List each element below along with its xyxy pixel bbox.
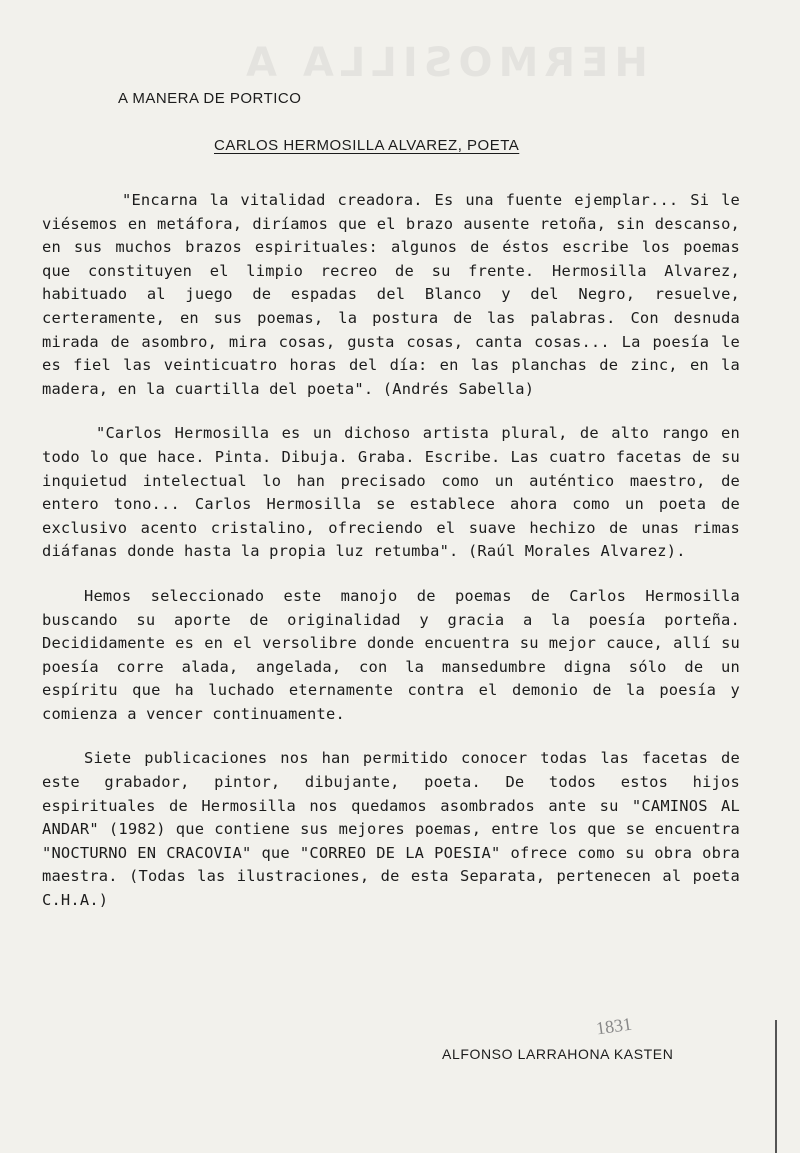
body-text — [42, 189, 740, 934]
page-edge-line — [775, 1020, 777, 1153]
paragraph-selection: Hemos seleccionado este manojo de poemas de Carlos Hermosilla buscando su aporte de originalidad y gracia a la poesía porteña. Decididamente es en el versolibre donde encuentra su mejor cauce, allí su poesía corre alada, angelada, con la mansedumbre digna sólo de un espíritu que ha luchado eternamente contra el demonio de la poesía y comienza a vencer continuamente. — [42, 586, 740, 723]
page-title: CARLOS HERMOSILLA ALVAREZ, POETA — [214, 137, 520, 154]
bleed-through-text: HERMOSILLA A — [240, 40, 648, 86]
paragraph-morales-quote: "Carlos Hermosilla es un dichoso artista plural, de alto rango en todo lo que hace. Pinta. Dibuja. Graba. Escribe. Las cuatro facetas de su inquietud intelectual lo han precisado como un auténtico maestro, de entero tono... Carlos Hermosilla se establece ahora como un poeta de exclusivo acento cristalino, ofreciendo el suave hechizo de unas rimas diáfanas donde hasta la propia luz retumba". (Raúl Morales Alvarez). — [42, 424, 740, 561]
section-header: A MANERA DE PORTICO — [118, 90, 302, 107]
handwritten-note: 1831 — [594, 1013, 634, 1039]
paragraph-sabella-quote: "Encarna la vitalidad creadora. Es una fuente ejemplar... Si le viésemos en metáfora, diríamos que el brazo ausente retoña, sin descanso, en sus muchos brazos espirituales: algunos de éstos escribe los poemas que constituyen el limpio recreo de su frente. Hermosilla Alvarez, habituado al juego de espadas del Blanco y del Negro, resuelve, certeramente, en sus poemas, la postura de las palabras. Con desnuda mirada de asombro, mira cosas, gusta cosas, canta cosas... La poesía le es fiel las veinticuatro horas del día: en las planchas de zinc, en la madera, en la cuartilla del poeta". (Andrés Sabella) — [42, 191, 740, 398]
author-signature: ALFONSO LARRAHONA KASTEN — [442, 1046, 674, 1062]
paragraph-publications: Siete publicaciones nos han permitido conocer todas las facetas de este grabador, pintor, dibujante, poeta. De todos estos hijos espirituales de Hermosilla nos quedamos asombrados ante su "CAMINOS AL ANDAR" (1982) que contiene sus mejores poemas, entre los que se encuentra "NOCTURNO EN CRACOVIA" que "CORREO DE LA POESIA" ofrece como su obra obra maestra. (Todas las ilustraciones, de esta Separata, pertenecen al poeta C.H.A.) — [42, 749, 740, 910]
